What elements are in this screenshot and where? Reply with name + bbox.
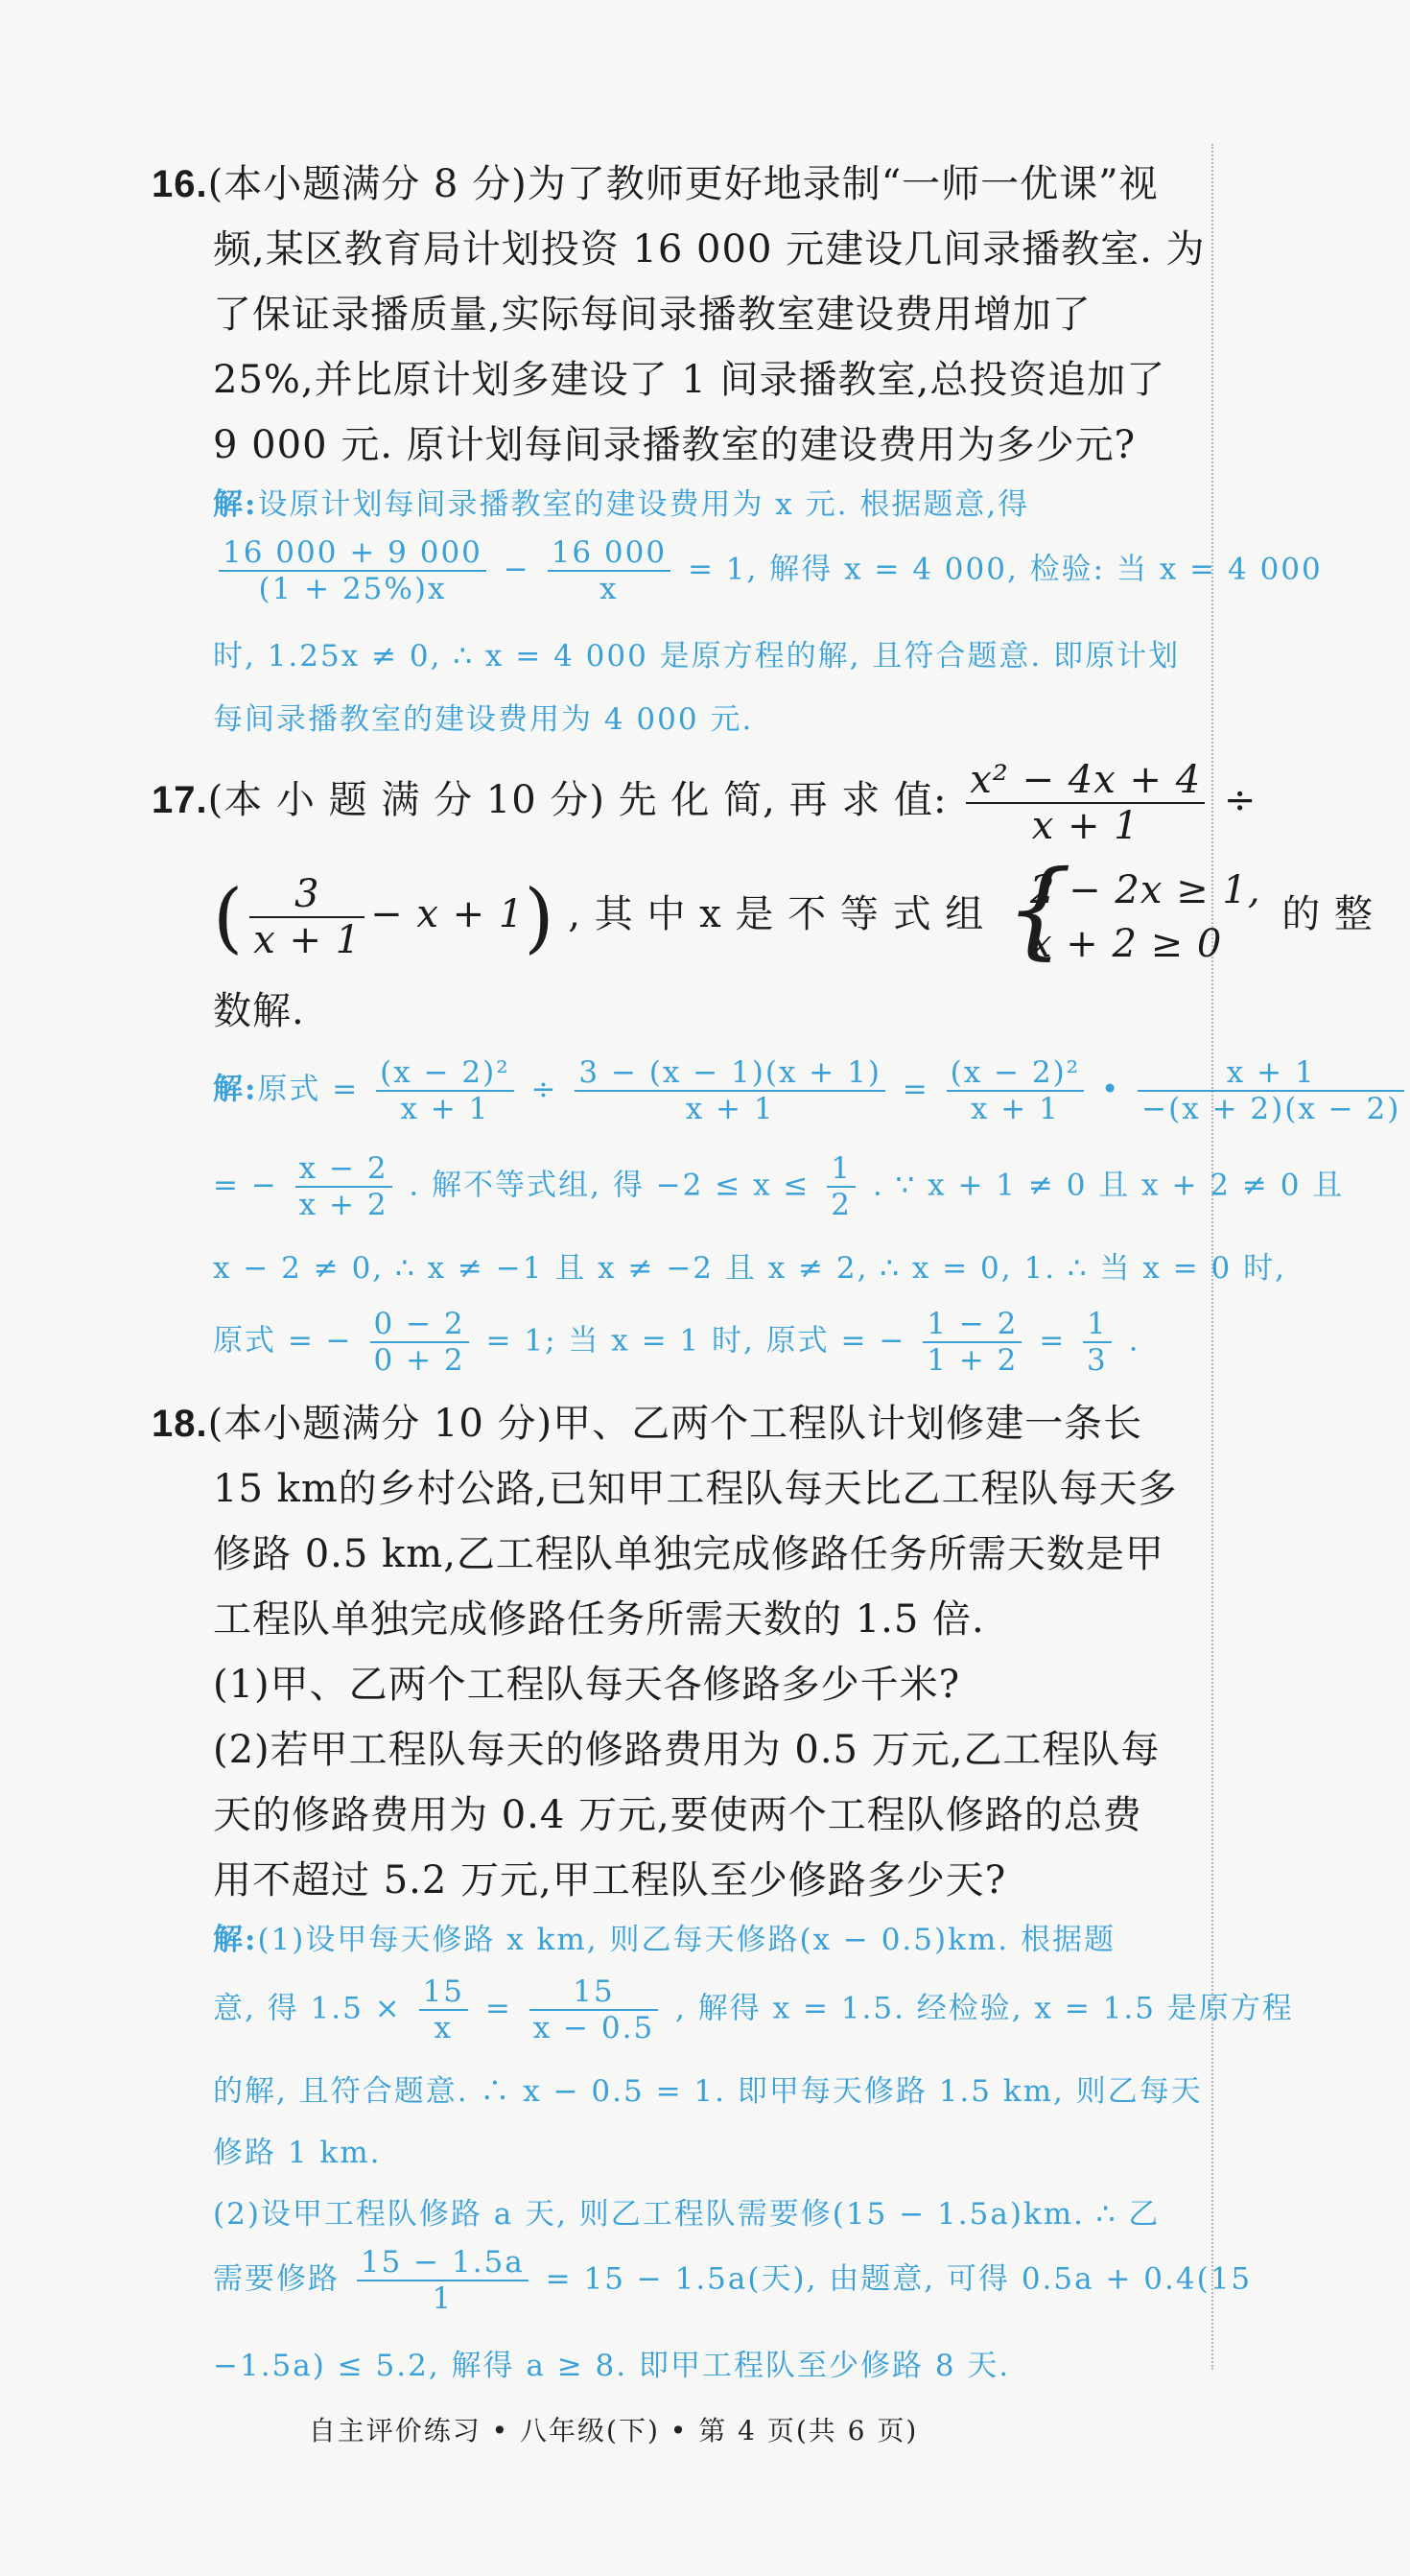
q17-line-1: 17.(本 小 题 满 分 10 分) 先 化 简, 再 求 值: $\frac{\text{x² − 4x + 4}}{x + 1}$ ÷ [152,758,1257,848]
q18-answer-line-5: (2)设甲工程队修路 a 天, 则乙工程队需要修(15 − 1.5a)km. ∴ 乙 [213,2197,1161,2232]
q17-answer-line-1: 解:原式 = $\frac{\text{(x − 2)²}}{x + 1}$ ÷ $\frac{3 - (x - 1)(x + 1)}{x + 1}$ = $\frac{\text{(x − 2)²}}{x + 1}$ • $\frac{x + 1}{-(x + 2)(x - 2)}$ [213,1055,1410,1126]
fraction: $\frac{16 000}{x}$ [548,535,670,606]
q18-answer-line-3: 的解, 且符合题意. ∴ x − 0.5 = 1. 即甲每天修路 1.5 km, 则乙每天 [213,2074,1203,2109]
answer-label: 解: [213,487,258,522]
q18-line-2: 15 km的乡村公路,已知甲工程队每天比乙工程队每天多 [213,1467,1178,1511]
fraction: $\frac{15 - 1.5a}{1}$ [357,2245,529,2316]
q17-answer-line-2: = − $\frac{x - 2}{x + 2}$ . 解不等式组, 得 −2 ≤ x ≤ $\frac{1}{2}$ . ∵ x + 1 ≠ 0 且 x + 2 ≠ 0 且 [213,1151,1345,1222]
q18-answer-line-4: 修路 1 km. [213,2136,382,2170]
q18-line-6: (2)若甲工程队每天的修路费用为 0.5 万元,乙工程队每 [213,1728,1161,1772]
q18-answer-line-6: 需要修路 $\frac{15 - 1.5a}{1}$ = 15 − 1.5a(天), 由题意, 可得 0.5a + 0.4(15 [213,2245,1253,2316]
q16-line-4: 25%,并比原计划多建设了 1 间录播教室,总投资追加了 [213,358,1166,402]
fraction: $\frac{15}{x - 0.5}$ [529,1974,658,2045]
fraction: $\frac{\text{(x − 2)²}}{x + 1}$ [947,1055,1085,1126]
q18-line-4: 工程队单独完成修路任务所需天数的 1.5 倍. [213,1597,985,1642]
q16-text-1: (本小题满分 8 分)为了教师更好地录制“一师一优课”视 [207,162,1159,206]
q16-number: 16. [152,163,208,205]
fraction: $\frac{15}{x}$ [419,1974,468,2045]
fraction: $\frac{16 000 + 9 000}{(1 + 25\%)x}$ [219,535,486,606]
fraction: $\frac{1}{3}$ [1083,1307,1112,1378]
inequality-system: { 2 − 2x ≥ 1, x + 2 ≥ 0 [1005,847,1261,970]
q16-line-3: 了保证录播质量,实际每间录播教室建设费用增加了 [213,293,1092,337]
fraction: $\frac{1}{2}$ [827,1151,856,1222]
q16-answer-line-4: 每间录播教室的建设费用为 4 000 元. [213,702,754,737]
q16-line-5: 9 000 元. 原计划每间录播教室的建设费用为多少元? [213,423,1137,467]
q18-line-1: 18.(本小题满分 10 分)甲、乙两个工程队计划修建一条长 [152,1402,1143,1446]
q17-line-3: 数解. [213,989,305,1033]
q18-answer-line-2: 意, 得 1.5 × $\frac{15}{x}$ = $\frac{15}{x - 0.5}$ , 解得 x = 1.5. 经检验, x = 1.5 是原方程 [213,1974,1294,2045]
fraction: $\frac{1 - 2}{1 + 2}$ [923,1307,1022,1378]
page-footer: 自主评价练习 • 八年级(下) • 第 4 页(共 6 页) [308,2415,919,2446]
q18-line-5: (1)甲、乙两个工程队每天各修路多少千米? [213,1663,961,1707]
q17-number: 17. [152,779,208,821]
q18-answer-line-7: −1.5a) ≤ 5.2, 解得 a ≥ 8. 即甲工程队至少修路 8 天. [213,2349,1011,2383]
fraction: $\frac{x + 1}{-(x + 2)(x - 2)}$ [1138,1055,1404,1126]
q18-number: 18. [152,1403,208,1445]
fraction: $\frac{3 - (x - 1)(x + 1)}{x + 1}$ [575,1055,885,1126]
fraction: $\frac{0 - 2}{0 + 2}$ [370,1307,469,1378]
q18-line-8: 用不超过 5.2 万元,甲工程队至少修路多少天? [213,1858,1007,1902]
fraction: $\frac{3}{x + 1}$ [249,872,364,962]
q16-answer-line-2: $\frac{16 000 + 9 000}{(1 + 25\%)x}$ − $\frac{16 000}{x}$ = 1, 解得 x = 4 000, 检验: 当 x = 4 000 [213,535,1323,606]
fraction: $\frac{\text{(x − 2)²}}{x + 1}$ [376,1055,514,1126]
fraction: $\frac{\text{x² − 4x + 4}}{x + 1}$ [966,758,1205,848]
q18-answer-line-1: 解:(1)设甲每天修路 x km, 则乙每天修路(x − 0.5)km. 根据题 [213,1923,1116,1957]
q17-line-2: ( $\frac{3}{x + 1}$ − x + 1) , 其 中 x 是 不 等 式 组 { 2 − 2x ≥ 1, x + 2 ≥ 0 的 整 [213,847,1374,970]
q16-answer-line-1: 解:设原计划每间录播教室的建设费用为 x 元. 根据题意,得 [213,487,1030,522]
q16-line-1 [152,154,1159,208]
q16-line-2: 频,某区教育局计划投资 16 000 元建设几间录播教室. 为 [213,227,1206,272]
q16-answer-line-3: 时, 1.25x ≠ 0, ∴ x = 4 000 是原方程的解, 且符合题意. 即原计划 [213,639,1181,674]
q18-line-3: 修路 0.5 km,乙工程队单独完成修路任务所需天数是甲 [213,1532,1164,1576]
q18-line-7: 天的修路费用为 0.4 万元,要使两个工程队修路的总费 [213,1793,1142,1837]
q17-answer-line-3: x − 2 ≠ 0, ∴ x ≠ −1 且 x ≠ −2 且 x ≠ 2, ∴ x = 0, 1. ∴ 当 x = 0 时, [213,1251,1286,1286]
fraction: $\frac{x - 2}{x + 2}$ [295,1151,392,1222]
q17-answer-line-4: 原式 = − $\frac{0 - 2}{0 + 2}$ = 1; 当 x = 1 时, 原式 = − $\frac{1 - 2}{1 + 2}$ = $\frac{1}{3}$ . [213,1307,1140,1378]
